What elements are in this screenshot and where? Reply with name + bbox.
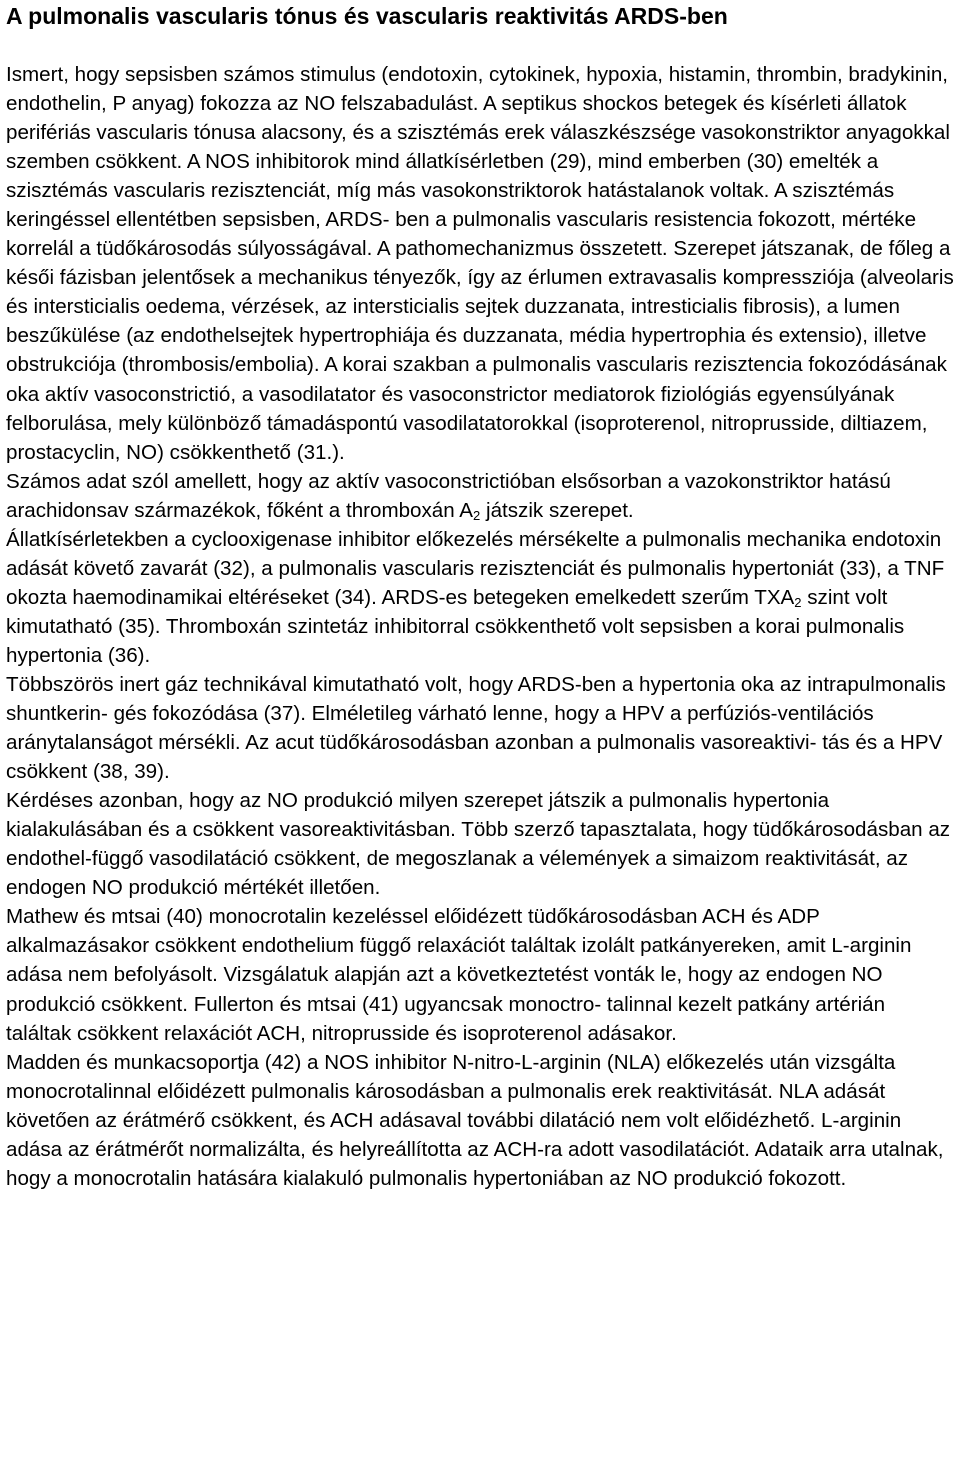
- paragraph-madden: Madden és munkacsoportja (42) a NOS inhibitor N-nitro-L-arginin (NLA) előkezelés után vizsgálta monocrotalinnal előidézett pulmonalis károsodásban a pulmonalis erek reaktivitását. NLA adását követően az érátmérő csökkent, és ACH adásaval további dilatáció nem volt előidézhető. L-arginin adása az érátmérőt normalizálta, és helyreállította az ACH-ra adott vasodilatációt. Adataik arra utalnak, hogy a monocrotalin hatására kialakuló pulmonalis hypertoniában az NO produkció fokozott.: [6, 1050, 944, 1190]
- paragraph-cyclooxigenase: [6, 525, 956, 670]
- paragraph-inert-gas: Többszörös inert gáz technikával kimutatható volt, hogy ARDS-ben a hypertonia oka az intrapulmonalis shuntkerin- gés fokozódása (37). Elméletileg várható lenne, hogy a HPV a perfúziós-ventilációs aránytalanságot mérsékli. Az acut tüdőkárosodásban azonban a pulmonalis vasoreaktivi- tás és a HPV csökkent (38, 39).: [6, 672, 946, 784]
- paragraph-thromboxane: [6, 467, 956, 525]
- document-title: A pulmonalis vascularis tónus és vascularis reaktivitás ARDS-ben: [6, 3, 728, 29]
- subscript-2: 2: [794, 594, 802, 610]
- paragraph-mathew: Mathew és mtsai (40) monocrotalin kezeléssel előidézett tüdőkárosodásban ACH és ADP alkalmazásakor csökkent endothelium függő relaxációt találtak izolált patkányereken, amit L-arginin adása nem befolyásolt. Vizsgálatuk alapján azt a következtetést vonták le, hogy az endogen NO produkció csökkent. Fullerton és mtsai (41) ugyancsak monoctro- talinnal kezelt patkány artérián találtak csökkent relaxációt ACH, nitroprusside és isoproterenol adásakor.: [6, 905, 912, 1045]
- paragraph-nitric-oxide-sepsis: Ismert, hogy sepsisben számos stimulus (endotoxin, cytokinek, hypoxia, histamin, thrombin, bradykinin, endothelin, P anyag) fokozza az NO felszabadulást. A septikus shockos betegek és kísérleti állatok perifériás vascularis tónusa alacsony, és a szisztémás erek válaszkészsége vasokonstriktor anyagokkal szemben csökkent. A NOS inhibitorok mind állatkísérletben (29), mind emberben (30) emelték a szisztémás vascularis rezisztenciát, míg más vasokonstriktorok hatástalanok voltak. A szisztémás keringéssel ellentétben sepsisben, ARDS- ben a pulmonalis vascularis resistencia fokozott, mértéke korrelál a tüdőkárosodás súlyosságával. A pathomechanizmus összetett. Szerepet játszanak, de főleg a késői fázisban jelentősek a mechanikus tényezők, így az érlumen extravasalis kompressziója (alveolaris és intersticialis oedema, vérzések, az intersticialis sejtek duzzanata, intresticialis fibrosis), a lumen beszűkülése (az endothelsejtek hypertrophiája és duzzanata, média hypertrophia és extensio), illetve obstrukciója (thrombosis/embolia). A korai szakban a pulmonalis vascularis rezisztencia fokozódásának oka aktív vasoconstrictió, a vasodilatator és vasoconstrictor mediatorok fiziológiás egyensúlyának felborulása, mely különböző támadáspontú vasodilatatorokkal (isoproterenol, nitroprusside, diltiazem, prostacyclin, NO) csökkenthető (31.).: [6, 63, 954, 464]
- subscript-2: 2: [473, 507, 481, 523]
- paragraph-no-production: Kérdéses azonban, hogy az NO produkció milyen szerepet játszik a pulmonalis hypertonia kialakulásában és a csökkent vasoreaktivitásban. Több szerző tapasztalata, hogy tüdőkárosodásban az endothel-függő vasodilatáció csökkent, de megoszlanak a vélemények a simaizom reaktivitását, az endogen NO produkció mértékét illetően.: [6, 789, 951, 900]
- document-body: [6, 60, 956, 1193]
- paragraph-thromboxane-tail: játszik szerepet.: [480, 498, 634, 522]
- paragraph-cyclooxigenase-tail: szint volt kimutatható (35). Thromboxán szintetáz inhibitorral csökkenthető volt sepsisben a korai pulmonalis hypertonia (36).: [6, 585, 905, 667]
- paragraph-thromboxane-text: Számos adat szól amellett, hogy az aktív vasoconstrictióban elsősorban a vazokonstriktor hatású arachidonsav származékok, főként a thromboxán A: [6, 469, 891, 522]
- paragraph-cyclooxigenase-text: Állatkísérletekben a cyclooxigenase inhibitor előkezelés mérsékelte a pulmonalis mechanika endotoxin adását követő zavarát (32), a pulmonalis vascularis rezisztenciát és pulmonalis hypertoniát (33), a TNF okozta haemodinamikai eltéréseket (34). ARDS-es betegeken emelkedett szerűm TXA: [6, 527, 945, 609]
